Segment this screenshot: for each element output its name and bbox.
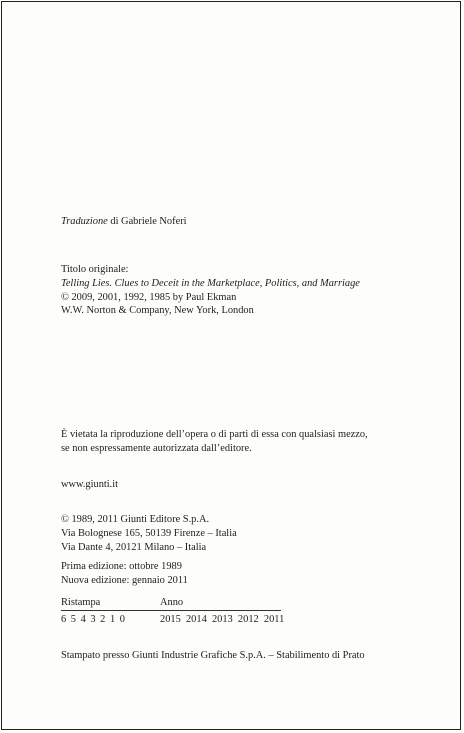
ristampa-values: 6 5 4 3 2 1 0 xyxy=(61,614,126,625)
original-title: Telling Lies. Clues to Deceit in the Marketplace, Politics, and Marriage xyxy=(61,277,360,289)
original-copyright: © 2009, 2001, 1992, 1985 by Paul Ekman xyxy=(61,291,237,303)
first-edition: Prima edizione: ottobre 1989 xyxy=(61,561,182,572)
original-title-heading: Titolo originale: xyxy=(61,264,129,275)
anno-values: 2015 2014 2013 2012 2011 xyxy=(160,614,285,625)
reprint-rule xyxy=(61,610,281,611)
anno-label: Anno xyxy=(160,597,184,608)
reproduction-notice xyxy=(61,428,368,456)
publisher-address-florence: Via Bolognese 165, 50139 Firenze – Italia xyxy=(61,527,237,539)
website-block xyxy=(61,478,118,492)
original-title-block xyxy=(61,263,360,318)
printer-line: Stampato presso Giunti Industrie Grafiche S.p.A. – Stabilimento di Prato xyxy=(61,650,365,661)
publisher-copyright: © 1989, 2011 Giunti Editore S.p.A. xyxy=(61,514,210,525)
printer-block xyxy=(61,649,365,663)
original-publisher: W.W. Norton & Company, New York, London xyxy=(61,305,254,317)
new-edition: Nuova edizione: gennaio 2011 xyxy=(61,574,188,586)
ristampa-label: Ristampa xyxy=(61,597,101,608)
translation-credit xyxy=(61,215,187,229)
notice-line-2: se non espressamente autorizzata dall’editore. xyxy=(61,442,252,454)
editions-block xyxy=(61,560,188,588)
translation-label: Traduzione xyxy=(61,216,108,227)
website-link[interactable]: www.giunti.it xyxy=(61,479,119,490)
translator-name: di Gabriele Noferi xyxy=(107,216,187,227)
publisher-address-milan: Via Dante 4, 20121 Milano – Italia xyxy=(61,541,207,553)
notice-line-1: È vietata la riproduzione dell’opera o di parti di essa con qualsiasi mezzo, xyxy=(61,429,368,440)
publisher-info-block xyxy=(61,513,237,554)
